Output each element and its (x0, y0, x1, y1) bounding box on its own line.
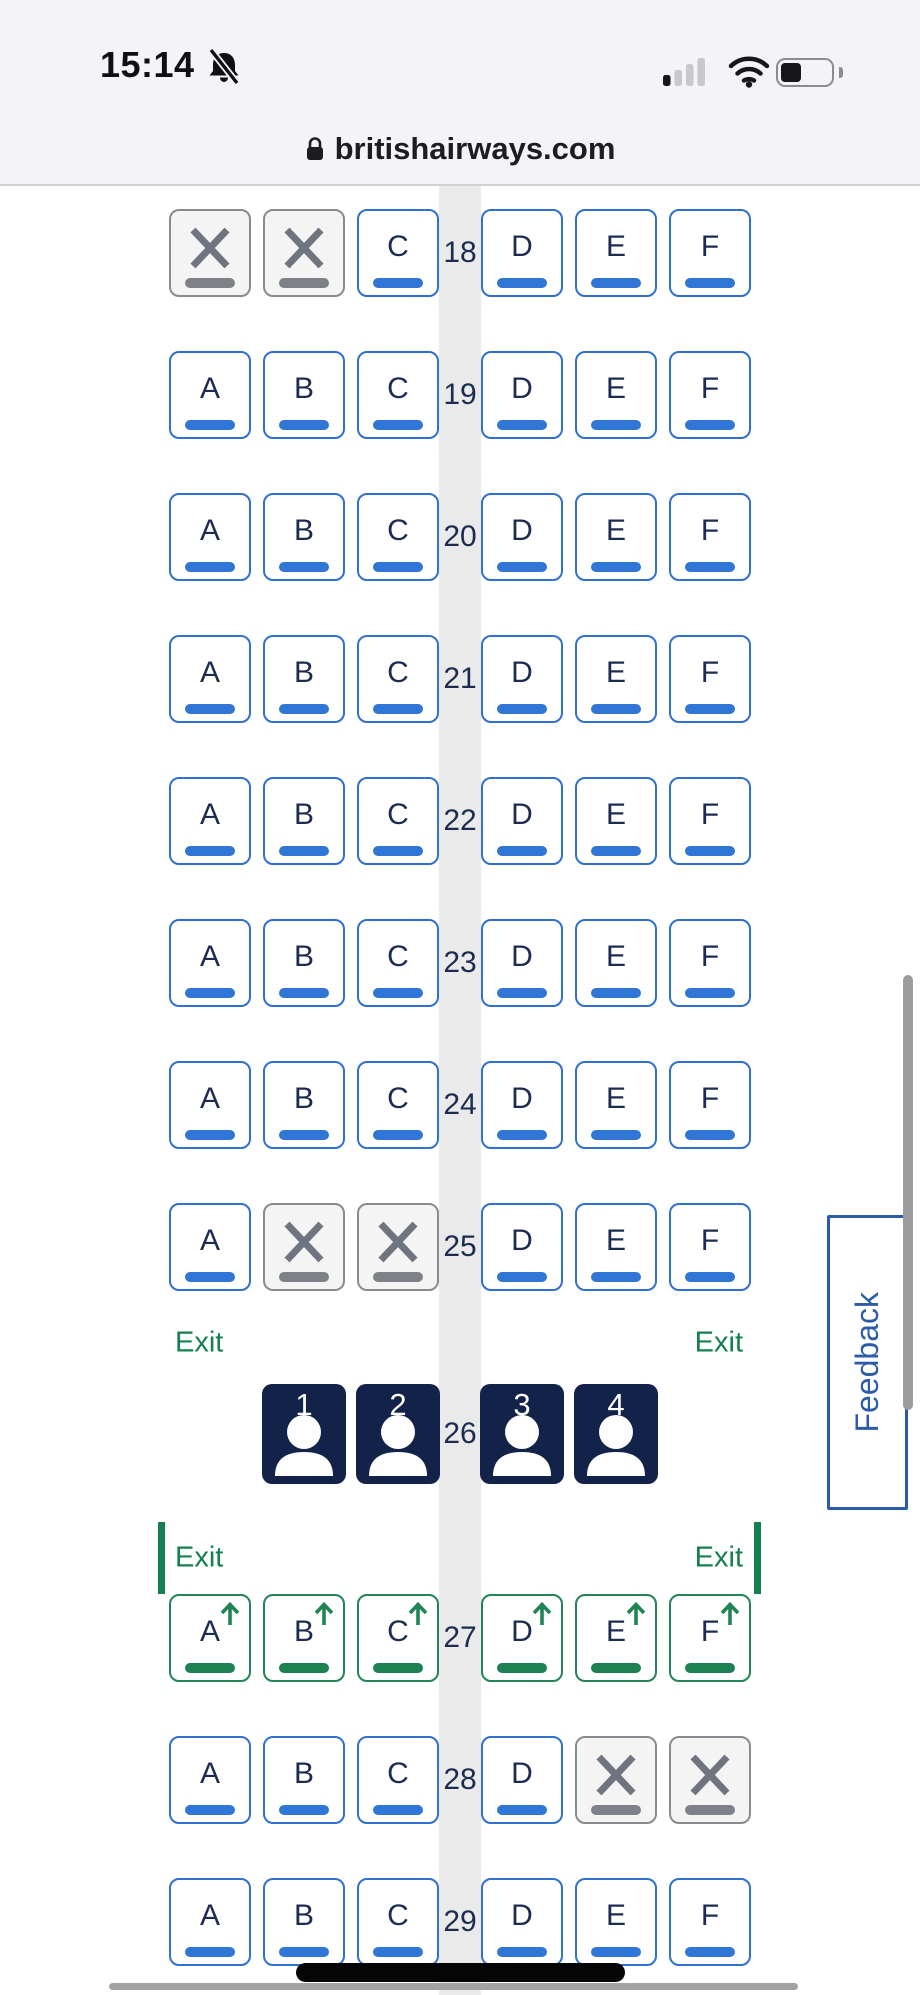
seat-18B (263, 209, 345, 297)
seat-letter: F (700, 230, 720, 263)
seat-row-21 (0, 635, 920, 723)
seat-letter: A (199, 1899, 220, 1932)
seat-22E[interactable] (575, 777, 657, 865)
x-icon (686, 1752, 734, 1798)
seat-29E[interactable] (575, 1878, 657, 1966)
seat-21B[interactable] (263, 635, 345, 723)
seat-letter: C (387, 372, 409, 405)
seat-22C[interactable] (357, 777, 439, 865)
x-icon (186, 225, 234, 271)
seat-status-underline (373, 420, 423, 430)
battery-nub (839, 67, 843, 78)
seat-27F[interactable] (669, 1594, 751, 1682)
seat-status-underline (279, 278, 329, 288)
seat-28F (669, 1736, 751, 1824)
seat-status-underline (497, 1947, 547, 1957)
x-icon (280, 225, 328, 271)
seat-23E[interactable] (575, 919, 657, 1007)
passenger-number: 1 (295, 1387, 313, 1422)
seat-29C[interactable] (357, 1878, 439, 1966)
seat-row-26 (0, 1384, 920, 1484)
seat-18C[interactable] (357, 209, 439, 297)
x-icon (280, 1219, 328, 1265)
seat-29A[interactable] (169, 1878, 251, 1966)
seat-status-underline (497, 1130, 547, 1140)
seat-letter: C (387, 1615, 409, 1648)
seat-27A[interactable] (169, 1594, 251, 1682)
seat-21D[interactable] (481, 635, 563, 723)
seat-status-underline (685, 420, 735, 430)
passenger-number: 4 (607, 1387, 625, 1422)
seat-25C (357, 1203, 439, 1291)
seat-status-underline (373, 1947, 423, 1957)
seat-letter: E (605, 656, 626, 689)
row-number-27: 27 (443, 1621, 477, 1654)
seat-status-underline (591, 846, 641, 856)
seat-status-underline (497, 1805, 547, 1815)
seat-status-underline (497, 562, 547, 572)
seat-letter: E (605, 230, 626, 263)
seat-status-underline (591, 1947, 641, 1957)
seat-20C[interactable] (357, 493, 439, 581)
seat-24C[interactable] (357, 1061, 439, 1149)
seat-status-underline (185, 562, 235, 572)
row-number-24: 24 (443, 1088, 477, 1121)
seat-letter: D (511, 940, 533, 973)
seat-letter: A (199, 514, 220, 547)
seat-letter: D (511, 1615, 533, 1648)
seat-status-underline (373, 1272, 423, 1282)
seat-24F[interactable] (669, 1061, 751, 1149)
seat-26C[interactable] (356, 1384, 440, 1484)
seat-29F[interactable] (669, 1878, 751, 1966)
seat-status-underline (591, 420, 641, 430)
seat-19C[interactable] (357, 351, 439, 439)
seat-status-underline (591, 1805, 641, 1815)
seat-26D[interactable] (480, 1384, 564, 1484)
seat-20D[interactable] (481, 493, 563, 581)
seat-status-underline (279, 1947, 329, 1957)
seat-24D[interactable] (481, 1061, 563, 1149)
seat-22B[interactable] (263, 777, 345, 865)
bell-slash-icon (206, 48, 242, 91)
seat-row-18 (0, 209, 920, 297)
seat-22D[interactable] (481, 777, 563, 865)
seat-status-underline (279, 562, 329, 572)
seat-letter: F (700, 1224, 720, 1257)
seat-status-underline (685, 1805, 735, 1815)
feedback-label: Feedback (849, 1292, 885, 1433)
vertical-scrollbar-thumb[interactable] (903, 975, 913, 1410)
horizontal-scrollbar-thumb[interactable] (296, 1963, 625, 1982)
seat-letter: D (511, 656, 533, 689)
exit-row-marker (0, 1326, 920, 1359)
seat-letter: C (387, 514, 409, 547)
seat-23B[interactable] (263, 919, 345, 1007)
seat-status-underline (373, 278, 423, 288)
seat-status-underline (685, 988, 735, 998)
seat-letter: A (199, 1757, 220, 1790)
seat-26E[interactable] (574, 1384, 658, 1484)
seat-letter: B (293, 1899, 314, 1932)
seat-letter: F (700, 514, 720, 547)
row-number-28: 28 (443, 1763, 477, 1796)
seat-letter: E (605, 1899, 626, 1932)
seat-28B[interactable] (263, 1736, 345, 1824)
exit-label-right: Exit (694, 1541, 743, 1574)
seat-status-underline (685, 1130, 735, 1140)
seat-letter: A (199, 1615, 220, 1648)
battery-icon (776, 58, 834, 87)
seat-status-underline (497, 846, 547, 856)
feedback-button[interactable] (827, 1215, 908, 1510)
seat-letter: D (511, 798, 533, 831)
horizontal-scrollbar-track[interactable] (109, 1983, 798, 1990)
seat-row-24 (0, 1061, 920, 1149)
exit-label-right: Exit (694, 1326, 743, 1359)
seat-letter: C (387, 1082, 409, 1115)
seat-22A[interactable] (169, 777, 251, 865)
x-icon (592, 1752, 640, 1798)
seat-status-underline (591, 988, 641, 998)
seat-letter: C (387, 230, 409, 263)
seat-letter: E (605, 940, 626, 973)
seat-status-underline (497, 988, 547, 998)
browser-chrome (0, 0, 920, 186)
seat-letter: D (511, 1899, 533, 1932)
seat-status-underline (685, 846, 735, 856)
seat-20F[interactable] (669, 493, 751, 581)
seat-status-underline (497, 278, 547, 288)
seat-letter: E (605, 372, 626, 405)
seat-letter: A (199, 940, 220, 973)
seat-letter: E (605, 798, 626, 831)
seat-status-underline (497, 704, 547, 714)
seat-letter: A (199, 656, 220, 689)
seat-status-underline (279, 988, 329, 998)
seat-25E[interactable] (575, 1203, 657, 1291)
seat-row-20 (0, 493, 920, 581)
exit-marker-bar-right (754, 1522, 761, 1594)
seat-21A[interactable] (169, 635, 251, 723)
seat-status-underline (685, 704, 735, 714)
seat-letter: E (605, 1224, 626, 1257)
seat-21E[interactable] (575, 635, 657, 723)
row-number-26: 26 (443, 1417, 477, 1450)
seat-letter: D (511, 1082, 533, 1115)
seat-letter: F (700, 798, 720, 831)
seat-19D[interactable] (481, 351, 563, 439)
seat-status-underline (279, 420, 329, 430)
seat-status-underline (279, 1130, 329, 1140)
lock-icon (305, 135, 325, 163)
seat-letter: D (511, 230, 533, 263)
seat-24B[interactable] (263, 1061, 345, 1149)
seat-21C[interactable] (357, 635, 439, 723)
row-number-23: 23 (443, 946, 477, 979)
seat-letter: A (199, 798, 220, 831)
seat-status-underline (185, 1663, 235, 1673)
seat-19F[interactable] (669, 351, 751, 439)
seat-letter: A (199, 1082, 220, 1115)
seat-23C[interactable] (357, 919, 439, 1007)
seat-letter: F (700, 656, 720, 689)
seat-letter: C (387, 798, 409, 831)
seat-row-22 (0, 777, 920, 865)
exit-label-left: Exit (175, 1541, 224, 1574)
exit-marker-bar-left (158, 1522, 165, 1594)
seat-letter: A (199, 372, 220, 405)
seat-row-25 (0, 1203, 920, 1291)
seat-letter: D (511, 1757, 533, 1790)
seat-24A[interactable] (169, 1061, 251, 1149)
seat-status-underline (373, 1663, 423, 1673)
seat-status-underline (185, 1130, 235, 1140)
seat-status-underline (497, 1663, 547, 1673)
seat-status-underline (185, 704, 235, 714)
x-icon (374, 1219, 422, 1265)
seat-status-underline (685, 278, 735, 288)
row-number-20: 20 (443, 520, 477, 553)
seat-letter: E (605, 514, 626, 547)
seat-20E[interactable] (575, 493, 657, 581)
seat-29D[interactable] (481, 1878, 563, 1966)
seat-status-underline (685, 1272, 735, 1282)
seat-letter: E (605, 1082, 626, 1115)
seat-letter: F (700, 1615, 720, 1648)
seat-letter: C (387, 940, 409, 973)
seat-letter: F (700, 1082, 720, 1115)
seat-status-underline (279, 1805, 329, 1815)
seat-status-underline (685, 1947, 735, 1957)
seat-status-underline (185, 1805, 235, 1815)
seat-letter: B (293, 940, 314, 973)
exit-label-left: Exit (175, 1326, 224, 1359)
seat-20B[interactable] (263, 493, 345, 581)
seat-letter: D (511, 1224, 533, 1257)
seat-status-underline (373, 988, 423, 998)
seat-letter: F (700, 940, 720, 973)
seat-29B[interactable] (263, 1878, 345, 1966)
seat-status-underline (497, 1272, 547, 1282)
seat-status-underline (591, 704, 641, 714)
seat-27B[interactable] (263, 1594, 345, 1682)
seat-letter: F (700, 1899, 720, 1932)
row-number-19: 19 (443, 378, 477, 411)
seat-18F[interactable] (669, 209, 751, 297)
seat-22F[interactable] (669, 777, 751, 865)
seat-status-underline (185, 1947, 235, 1957)
passenger-number: 2 (389, 1387, 407, 1422)
seat-status-underline (185, 420, 235, 430)
seat-letter: B (293, 798, 314, 831)
row-number-21: 21 (443, 662, 477, 695)
seat-27C[interactable] (357, 1594, 439, 1682)
seat-status-underline (373, 1130, 423, 1140)
seat-25F[interactable] (669, 1203, 751, 1291)
seat-19A[interactable] (169, 351, 251, 439)
seat-letter: F (700, 372, 720, 405)
seat-28C[interactable] (357, 1736, 439, 1824)
seat-row-28 (0, 1736, 920, 1824)
seat-status-underline (685, 1663, 735, 1673)
seat-status-underline (279, 1272, 329, 1282)
seat-19B[interactable] (263, 351, 345, 439)
seat-letter: B (293, 1757, 314, 1790)
seat-letter: D (511, 372, 533, 405)
seat-status-underline (373, 846, 423, 856)
seat-26B[interactable] (262, 1384, 346, 1484)
seat-row-19 (0, 351, 920, 439)
url-text: britishairways.com (334, 131, 616, 166)
seat-18E[interactable] (575, 209, 657, 297)
seat-25A[interactable] (169, 1203, 251, 1291)
seat-status-underline (185, 988, 235, 998)
seat-letter: A (199, 1224, 220, 1257)
seat-27D[interactable] (481, 1594, 563, 1682)
seat-letter: C (387, 1757, 409, 1790)
seat-letter: B (293, 372, 314, 405)
seat-status-underline (279, 846, 329, 856)
seat-letter: B (293, 656, 314, 689)
row-number-22: 22 (443, 804, 477, 837)
seat-status-underline (185, 278, 235, 288)
seat-status-underline (591, 562, 641, 572)
seat-23D[interactable] (481, 919, 563, 1007)
seat-letter: E (605, 1615, 626, 1648)
seat-18D[interactable] (481, 209, 563, 297)
seat-status-underline (185, 846, 235, 856)
seat-status-underline (591, 1272, 641, 1282)
seat-map (0, 186, 920, 1966)
seat-status-underline (591, 1663, 641, 1673)
seat-23A[interactable] (169, 919, 251, 1007)
seat-letter: C (387, 656, 409, 689)
seat-28A[interactable] (169, 1736, 251, 1824)
seat-letter: B (293, 1082, 314, 1115)
seat-row-27 (0, 1594, 920, 1682)
seat-21F[interactable] (669, 635, 751, 723)
seat-letter: B (293, 1615, 314, 1648)
seat-status-underline (373, 562, 423, 572)
row-number-18: 18 (443, 236, 477, 269)
passenger-number: 3 (513, 1387, 531, 1422)
seat-25D[interactable] (481, 1203, 563, 1291)
seat-25B (263, 1203, 345, 1291)
seat-status-underline (497, 420, 547, 430)
seat-letter: B (293, 514, 314, 547)
seat-row-29 (0, 1878, 920, 1966)
url-bar[interactable] (0, 126, 920, 172)
seat-letter: D (511, 514, 533, 547)
seat-status-underline (685, 562, 735, 572)
seat-18A (169, 209, 251, 297)
row-number-25: 25 (443, 1230, 477, 1263)
seat-20A[interactable] (169, 493, 251, 581)
seat-status-underline (185, 1272, 235, 1282)
wifi-icon (727, 54, 771, 93)
exit-row-marker (0, 1522, 920, 1594)
row-number-29: 29 (443, 1905, 477, 1938)
seat-row-23 (0, 919, 920, 1007)
seat-status-underline (279, 1663, 329, 1673)
signal-icon (663, 56, 709, 91)
seat-23F[interactable] (669, 919, 751, 1007)
seat-status-underline (373, 704, 423, 714)
seat-letter: C (387, 1899, 409, 1932)
status-time: 15:14 (100, 44, 195, 85)
seat-28E (575, 1736, 657, 1824)
seat-27E[interactable] (575, 1594, 657, 1682)
seat-24E[interactable] (575, 1061, 657, 1149)
seat-status-underline (279, 704, 329, 714)
seat-28D[interactable] (481, 1736, 563, 1824)
seat-status-underline (591, 278, 641, 288)
seat-19E[interactable] (575, 351, 657, 439)
seat-status-underline (591, 1130, 641, 1140)
seat-status-underline (373, 1805, 423, 1815)
